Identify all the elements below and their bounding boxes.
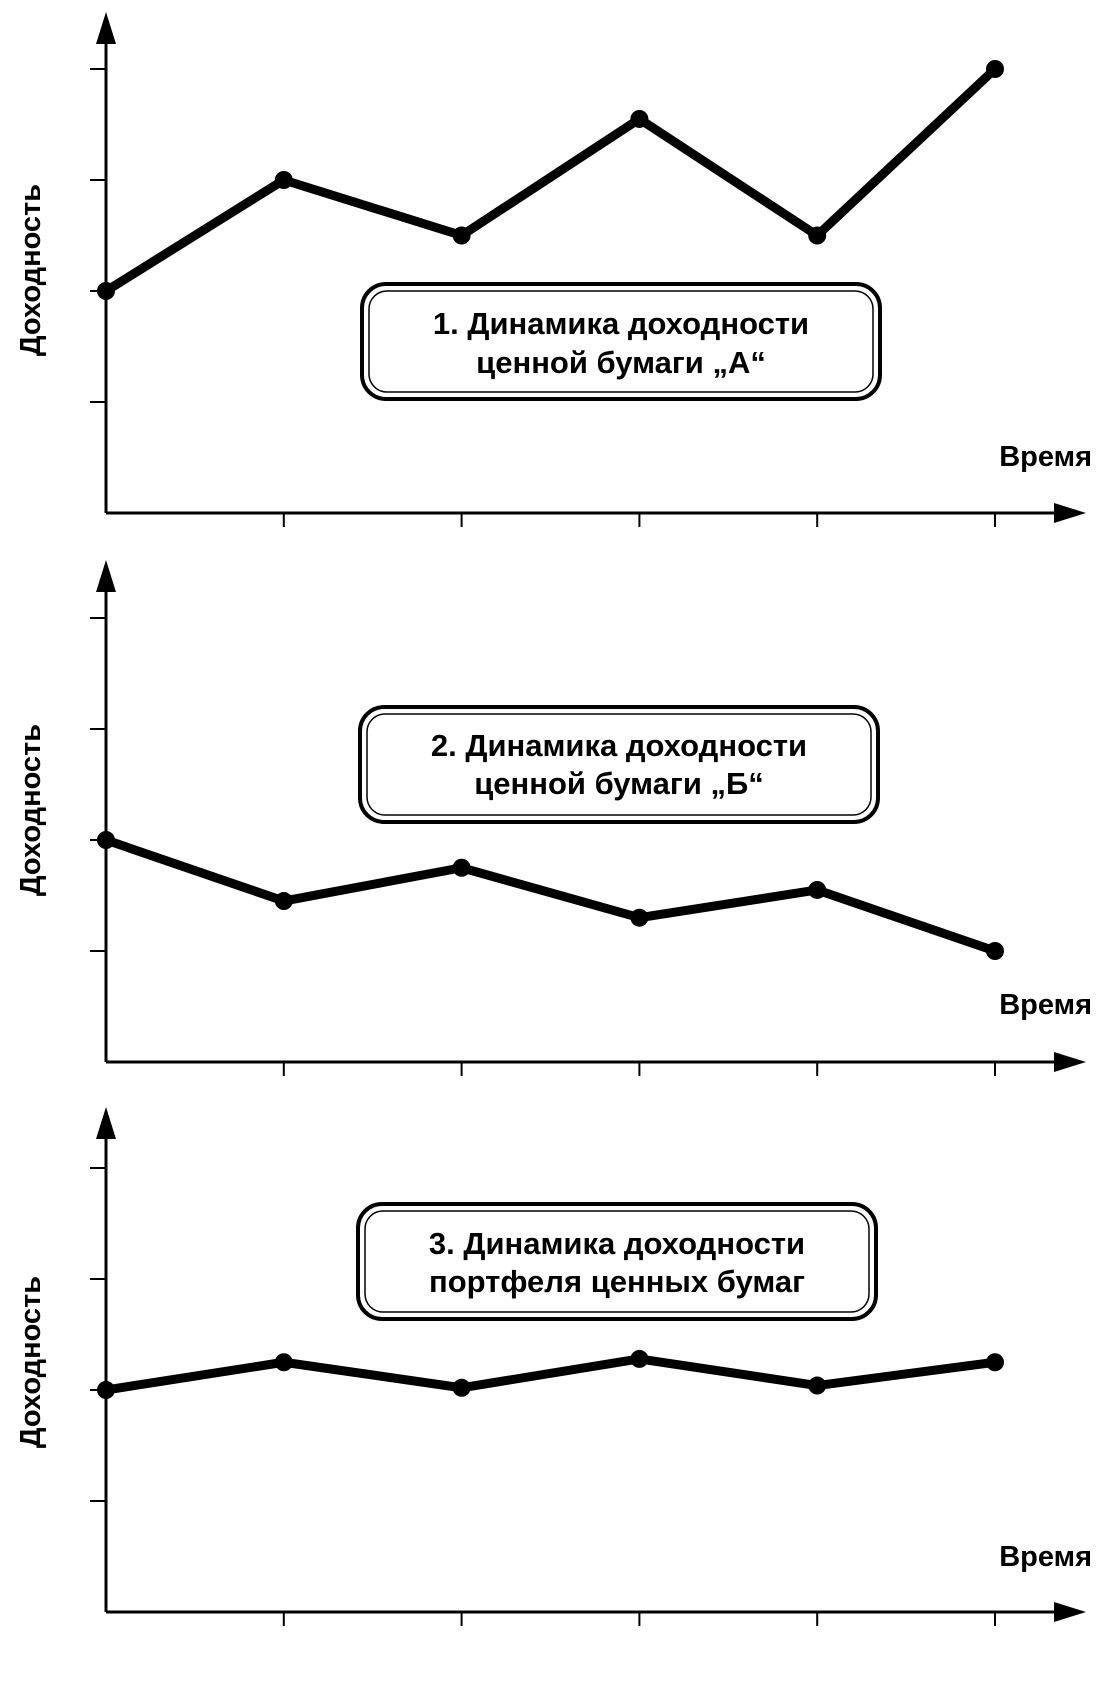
- chart-3-data-point: [97, 1381, 115, 1399]
- chart-1-series-line: [106, 69, 995, 291]
- chart-2-data-point: [986, 942, 1004, 960]
- chart-2-data-point: [808, 881, 826, 899]
- chart-2-data-point: [97, 831, 115, 849]
- chart-3-x-axis-arrow: [1054, 1602, 1086, 1622]
- chart-1-title-box: [362, 284, 880, 399]
- chart-3-title-box-outer: [358, 1204, 876, 1319]
- chart-2-ylabel: Доходность: [15, 723, 47, 897]
- chart-1-data-point: [808, 227, 826, 245]
- chart-1: [15, 12, 1092, 527]
- chart-1-title-line-1: 1. Динамика доходности: [432, 306, 810, 341]
- chart-3-data-point: [630, 1350, 648, 1368]
- chart-2-title-line-2: ценной бумаги „Б“: [474, 766, 764, 801]
- chart-2-title-box: [360, 707, 878, 822]
- chart-2-title-line-1: 2. Динамика доходности: [430, 728, 808, 763]
- chart-3-ylabel: Доходность: [15, 1275, 47, 1449]
- chart-2-y-axis-arrow: [96, 560, 116, 592]
- chart-1-ylabel: Доходность: [15, 183, 47, 357]
- chart-3-title-line-2: портфеля ценных бумаг: [428, 1264, 806, 1299]
- chart-3: [15, 1107, 1092, 1626]
- chart-3-data-point: [275, 1353, 293, 1371]
- chart-2: [15, 560, 1092, 1076]
- chart-2-title-box-outer: [360, 707, 878, 822]
- chart-2-data-point: [275, 892, 293, 910]
- chart-3-title-line-1: 3. Динамика доходности: [428, 1226, 806, 1261]
- chart-3-xlabel: Время: [999, 1541, 1092, 1573]
- chart-1-title-box-outer: [362, 284, 880, 399]
- chart-3-data-point: [808, 1377, 826, 1395]
- chart-3-y-axis-arrow: [96, 1107, 116, 1139]
- chart-3-title-box: [358, 1204, 876, 1319]
- chart-2-x-axis-arrow: [1054, 1052, 1086, 1072]
- chart-1-data-point: [97, 282, 115, 300]
- chart-2-series-line: [106, 840, 995, 951]
- chart-3-data-point: [453, 1379, 471, 1397]
- chart-1-xlabel: Время: [999, 441, 1092, 473]
- chart-1-data-point: [986, 60, 1004, 78]
- chart-1-data-point: [275, 171, 293, 189]
- chart-1-x-axis-arrow: [1054, 503, 1086, 523]
- chart-2-data-point: [453, 859, 471, 877]
- chart-2-xlabel: Время: [999, 989, 1092, 1021]
- chart-1-data-point: [453, 227, 471, 245]
- chart-2-data-point: [630, 909, 648, 927]
- chart-1-y-axis-arrow: [96, 12, 116, 44]
- chart-1-title-line-2: ценной бумаги „А“: [476, 345, 766, 380]
- chart-3-data-point: [986, 1353, 1004, 1371]
- chart-3-series-line: [106, 1359, 995, 1390]
- chart-1-data-point: [630, 110, 648, 128]
